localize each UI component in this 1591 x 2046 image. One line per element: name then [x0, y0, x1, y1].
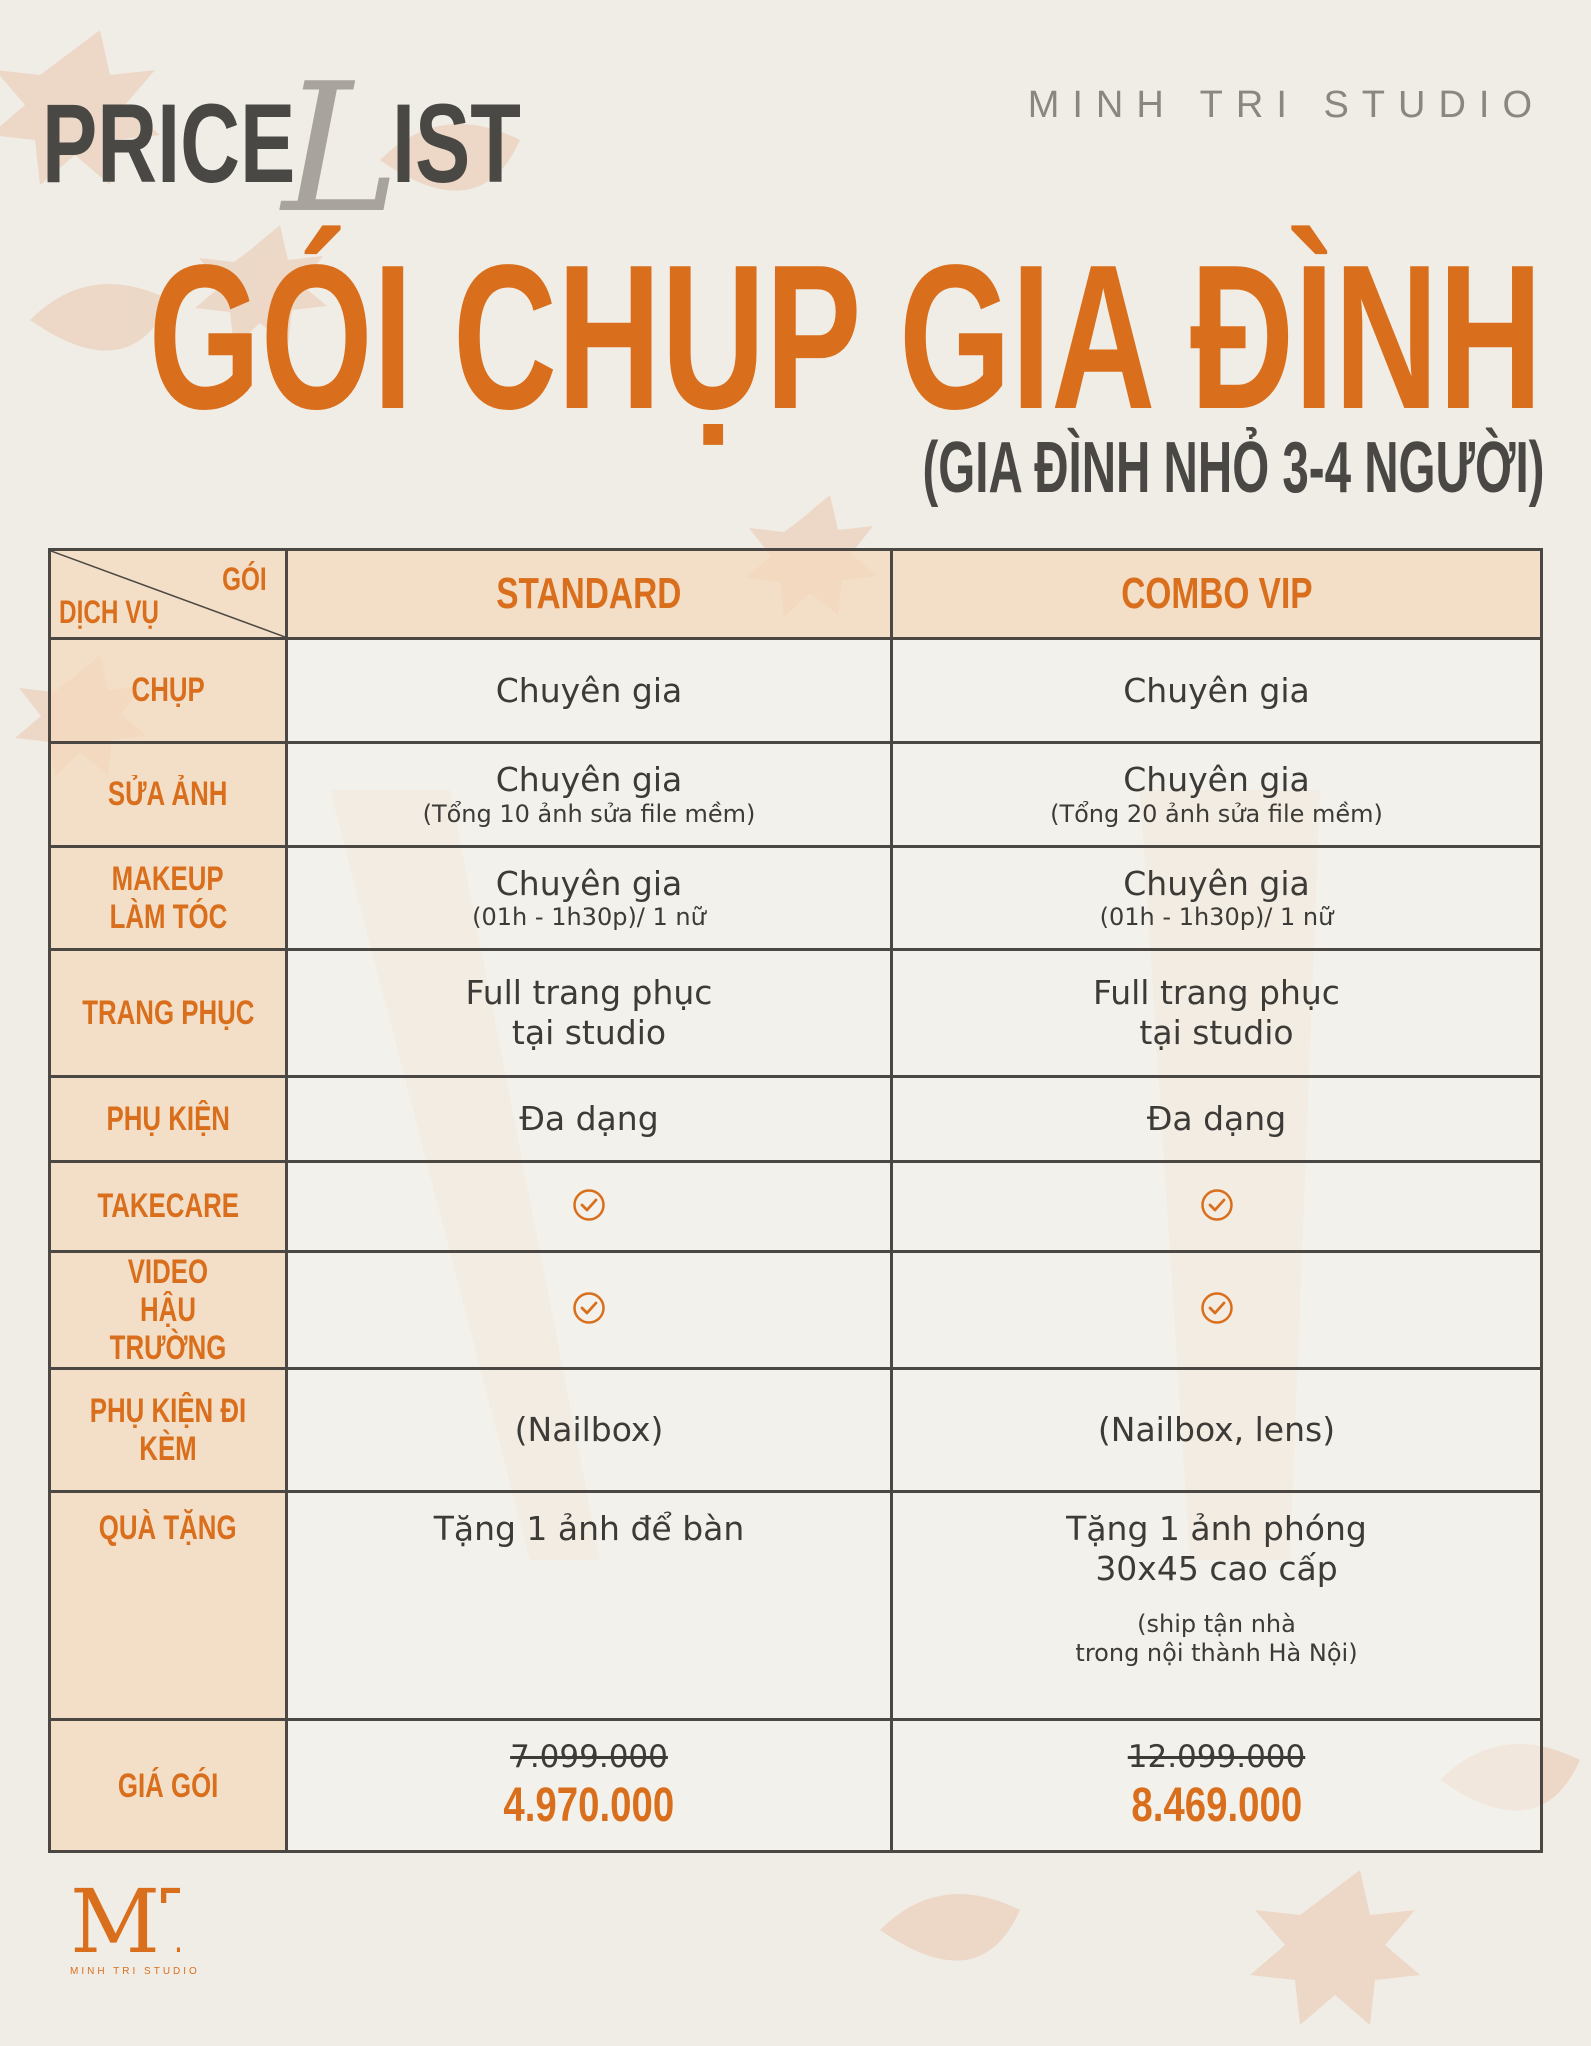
row-label-gia-goi: GIÁ GÓI [50, 1720, 287, 1852]
table-row [50, 743, 1542, 847]
cell-phu-kien-di-kem-vip: (Nailbox, lens) [892, 1369, 1542, 1492]
cell-phu-kien-di-kem-standard: (Nailbox) [287, 1369, 892, 1492]
row-label-sua-anh: SỬA ẢNH [50, 743, 287, 847]
cell-price-vip [892, 1720, 1542, 1852]
corner-cell [50, 550, 287, 639]
row-label-trang-phuc: TRANG PHỤC [50, 950, 287, 1077]
cell-chup-vip: Chuyên gia [892, 639, 1542, 743]
table-row [50, 639, 1542, 743]
cell-trang-phuc-vip: Full trang phục tại studio [892, 950, 1542, 1077]
new-price-standard: 4.970.000 [503, 1779, 675, 1833]
list-rest: IST [392, 81, 521, 206]
cell-chup-standard: Chuyên gia [287, 639, 892, 743]
row-label-video: VIDEO HẬU TRƯỜNG [50, 1252, 287, 1369]
table-row [50, 847, 1542, 950]
mt-monogram-logo [70, 1882, 180, 1960]
cell-takecare-vip [892, 1162, 1542, 1252]
corner-service-label: DỊCH VỤ [59, 594, 159, 630]
page-title: GÓI CHỤP GIA ĐÌNH [148, 222, 1543, 452]
cell-makeup-vip: Chuyên gia (01h - 1h30p)/ 1 nữ [892, 847, 1542, 950]
cell-phu-kien-vip: Đa dạng [892, 1077, 1542, 1162]
old-price-vip: 12.099.000 [1127, 1738, 1306, 1775]
table-row [50, 1720, 1542, 1852]
cell-qua-tang-standard: Tặng 1 ảnh để bàn [287, 1492, 892, 1720]
cell-takecare-standard [287, 1162, 892, 1252]
check-circle-icon [572, 1291, 606, 1325]
table-row [50, 1252, 1542, 1369]
old-price-standard: 7.099.000 [510, 1738, 668, 1775]
row-label-qua-tang: QUÀ TẶNG [50, 1492, 287, 1720]
studio-logo [70, 1882, 200, 1977]
table-row [50, 1369, 1542, 1492]
check-circle-icon [1200, 1188, 1234, 1222]
logo-mark: M [70, 1882, 161, 1960]
price-table [48, 548, 1543, 1853]
cell-qua-tang-vip: Tặng 1 ảnh phóng 30x45 cao cấp (ship tận nhà trong nội thành Hà Nội) [892, 1492, 1542, 1720]
table-row [50, 1162, 1542, 1252]
table-row [50, 1077, 1542, 1162]
table-header-row [50, 550, 1542, 639]
cell-sua-anh-vip: Chuyên gia (Tổng 20 ảnh sửa file mềm) [892, 743, 1542, 847]
studio-brand-name: MINH TRI STUDIO [1027, 84, 1545, 126]
corner-package-label: GÓI [222, 561, 267, 597]
cell-video-vip [892, 1252, 1542, 1369]
cell-sua-anh-standard: Chuyên gia (Tổng 10 ảnh sửa file mềm) [287, 743, 892, 847]
page-subtitle: (GIA ĐÌNH NHỎ 3-4 NGƯỜI) [922, 428, 1545, 508]
cell-makeup-standard: Chuyên gia (01h - 1h30p)/ 1 nữ [287, 847, 892, 950]
cell-video-standard [287, 1252, 892, 1369]
cell-trang-phuc-standard: Full trang phục tại studio [287, 950, 892, 1077]
package-header-vip: COMBO VIP [892, 550, 1542, 639]
row-label-takecare: TAKECARE [50, 1162, 287, 1252]
logo-subtitle: MINH TRI STUDIO [70, 1966, 200, 1977]
new-price-vip: 8.469.000 [1131, 1779, 1302, 1833]
cell-phu-kien-standard: Đa dạng [287, 1077, 892, 1162]
price-word: PRICE [42, 81, 296, 206]
cell-price-standard [287, 1720, 892, 1852]
list-initial: L [282, 45, 401, 252]
check-circle-icon [1200, 1291, 1234, 1325]
row-label-chup: CHỤP [50, 639, 287, 743]
table-row [50, 1492, 1542, 1720]
row-label-makeup: MAKEUP LÀM TÓC [50, 847, 287, 950]
row-label-phu-kien: PHỤ KIỆN [50, 1077, 287, 1162]
package-header-standard: STANDARD [287, 550, 892, 639]
check-circle-icon [572, 1188, 606, 1222]
table-row [50, 950, 1542, 1077]
row-label-phu-kien-di-kem: PHỤ KIỆN ĐI KÈM [50, 1369, 287, 1492]
